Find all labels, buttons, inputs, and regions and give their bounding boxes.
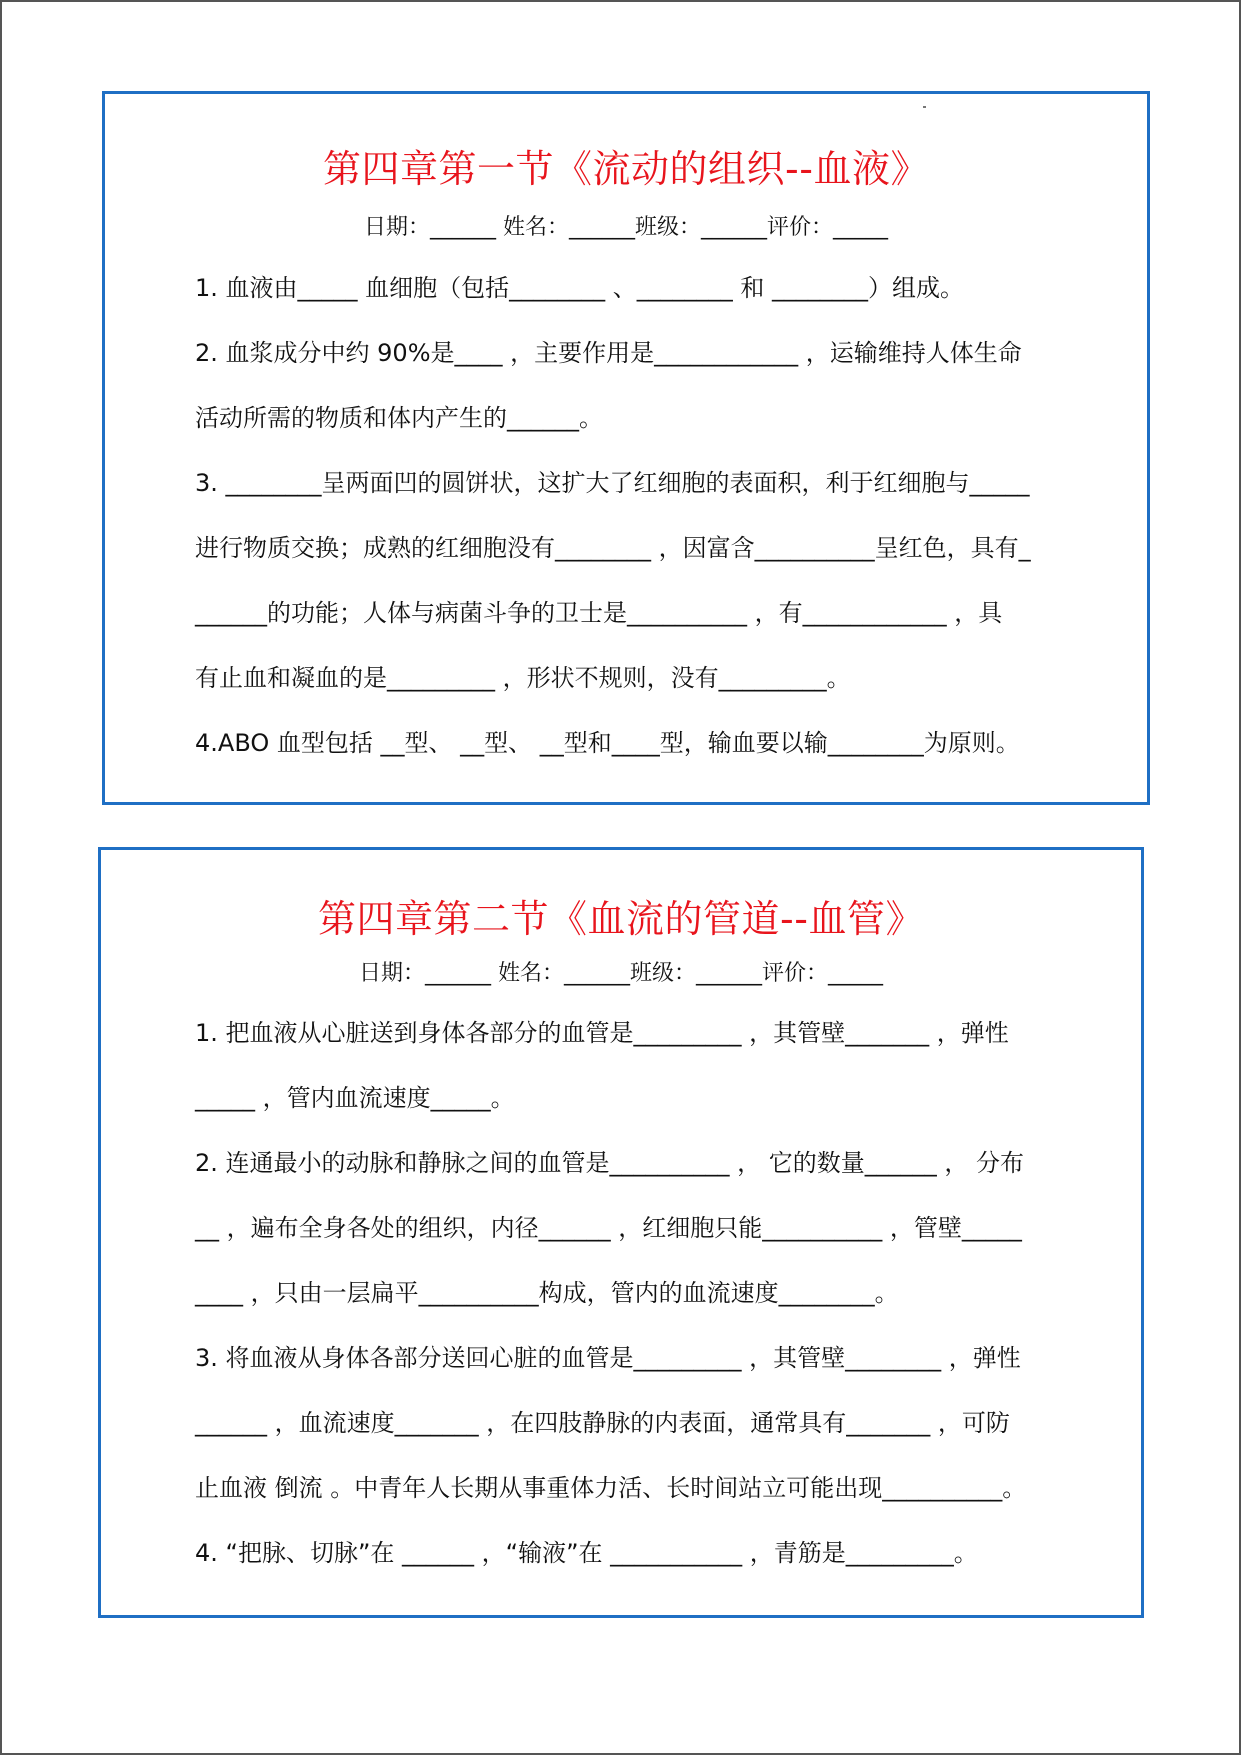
question-line: ______的功能；人体与病菌斗争的卫士是__________ ，有____________ ，具 <box>195 599 1003 627</box>
question-line: 4. “把脉、切脉”在 ______ ，“输液”在 ___________ ，青筋是_________。 <box>195 1539 978 1567</box>
student-info-line: 日期：______ 姓名：______班级：______评价：_____ <box>359 961 883 986</box>
section-title: 第四章第二节《血流的管道--血管》 <box>318 897 924 941</box>
question-line: ______ ，血流速度_______ ，在四肢静脉的内表面，通常具有_______ ，可防 <box>195 1409 1010 1437</box>
question-line: 1. 血液由_____ 血细胞（包括________ 、________ 和 ________）组成。 <box>195 274 965 302</box>
question-line: 3. ________呈两面凹的圆饼状，这扩大了红细胞的表面积，利于红细胞与_____ <box>195 469 1030 497</box>
question-line: ____ ，只由一层扁平__________构成，管内的血流速度________。 <box>195 1279 899 1307</box>
question-line: 有止血和凝血的是_________ ，形状不规则，没有_________。 <box>195 664 851 692</box>
section-box-vessels <box>98 847 1144 1618</box>
section-title: 第四章第一节《流动的组织--血液》 <box>323 147 929 191</box>
section-box-blood <box>102 91 1150 805</box>
question-line: 活动所需的物质和体内产生的______。 <box>195 404 603 432</box>
question-line: __ ，遍布全身各处的组织，内径______ ，红细胞只能__________ ，管壁_____ <box>195 1214 1022 1242</box>
question-line: 止血液 倒流 。中青年人长期从事重体力活、长时间站立可能出现__________。 <box>195 1474 1027 1502</box>
question-line: 2. 连通最小的动脉和静脉之间的血管是__________ ， 它的数量______ ， 分布 <box>195 1149 1025 1177</box>
student-info-line: 日期：______ 姓名：______班级：______评价：_____ <box>364 215 888 240</box>
question-line: _____ ，管内血流速度_____。 <box>195 1084 515 1112</box>
question-line: 3. 将血液从身体各部分送回心脏的血管是_________ ，其管壁________ ，弹性 <box>195 1344 1021 1372</box>
stray-mark <box>923 106 926 108</box>
question-line: 2. 血浆成分中约 90%是____ ，主要作用是____________ ，运输维持人体生命 <box>195 339 1022 367</box>
question-line: 4.ABO 血型包括 __型、 __型、 __型和____型，输血要以输________为原则。 <box>195 729 1020 757</box>
question-line: 1. 把血液从心脏送到身体各部分的血管是_________ ，其管壁_______ ，弹性 <box>195 1019 1009 1047</box>
question-line: 进行物质交换；成熟的红细胞没有________ ，因富含__________呈红色，具有_ <box>195 534 1031 562</box>
